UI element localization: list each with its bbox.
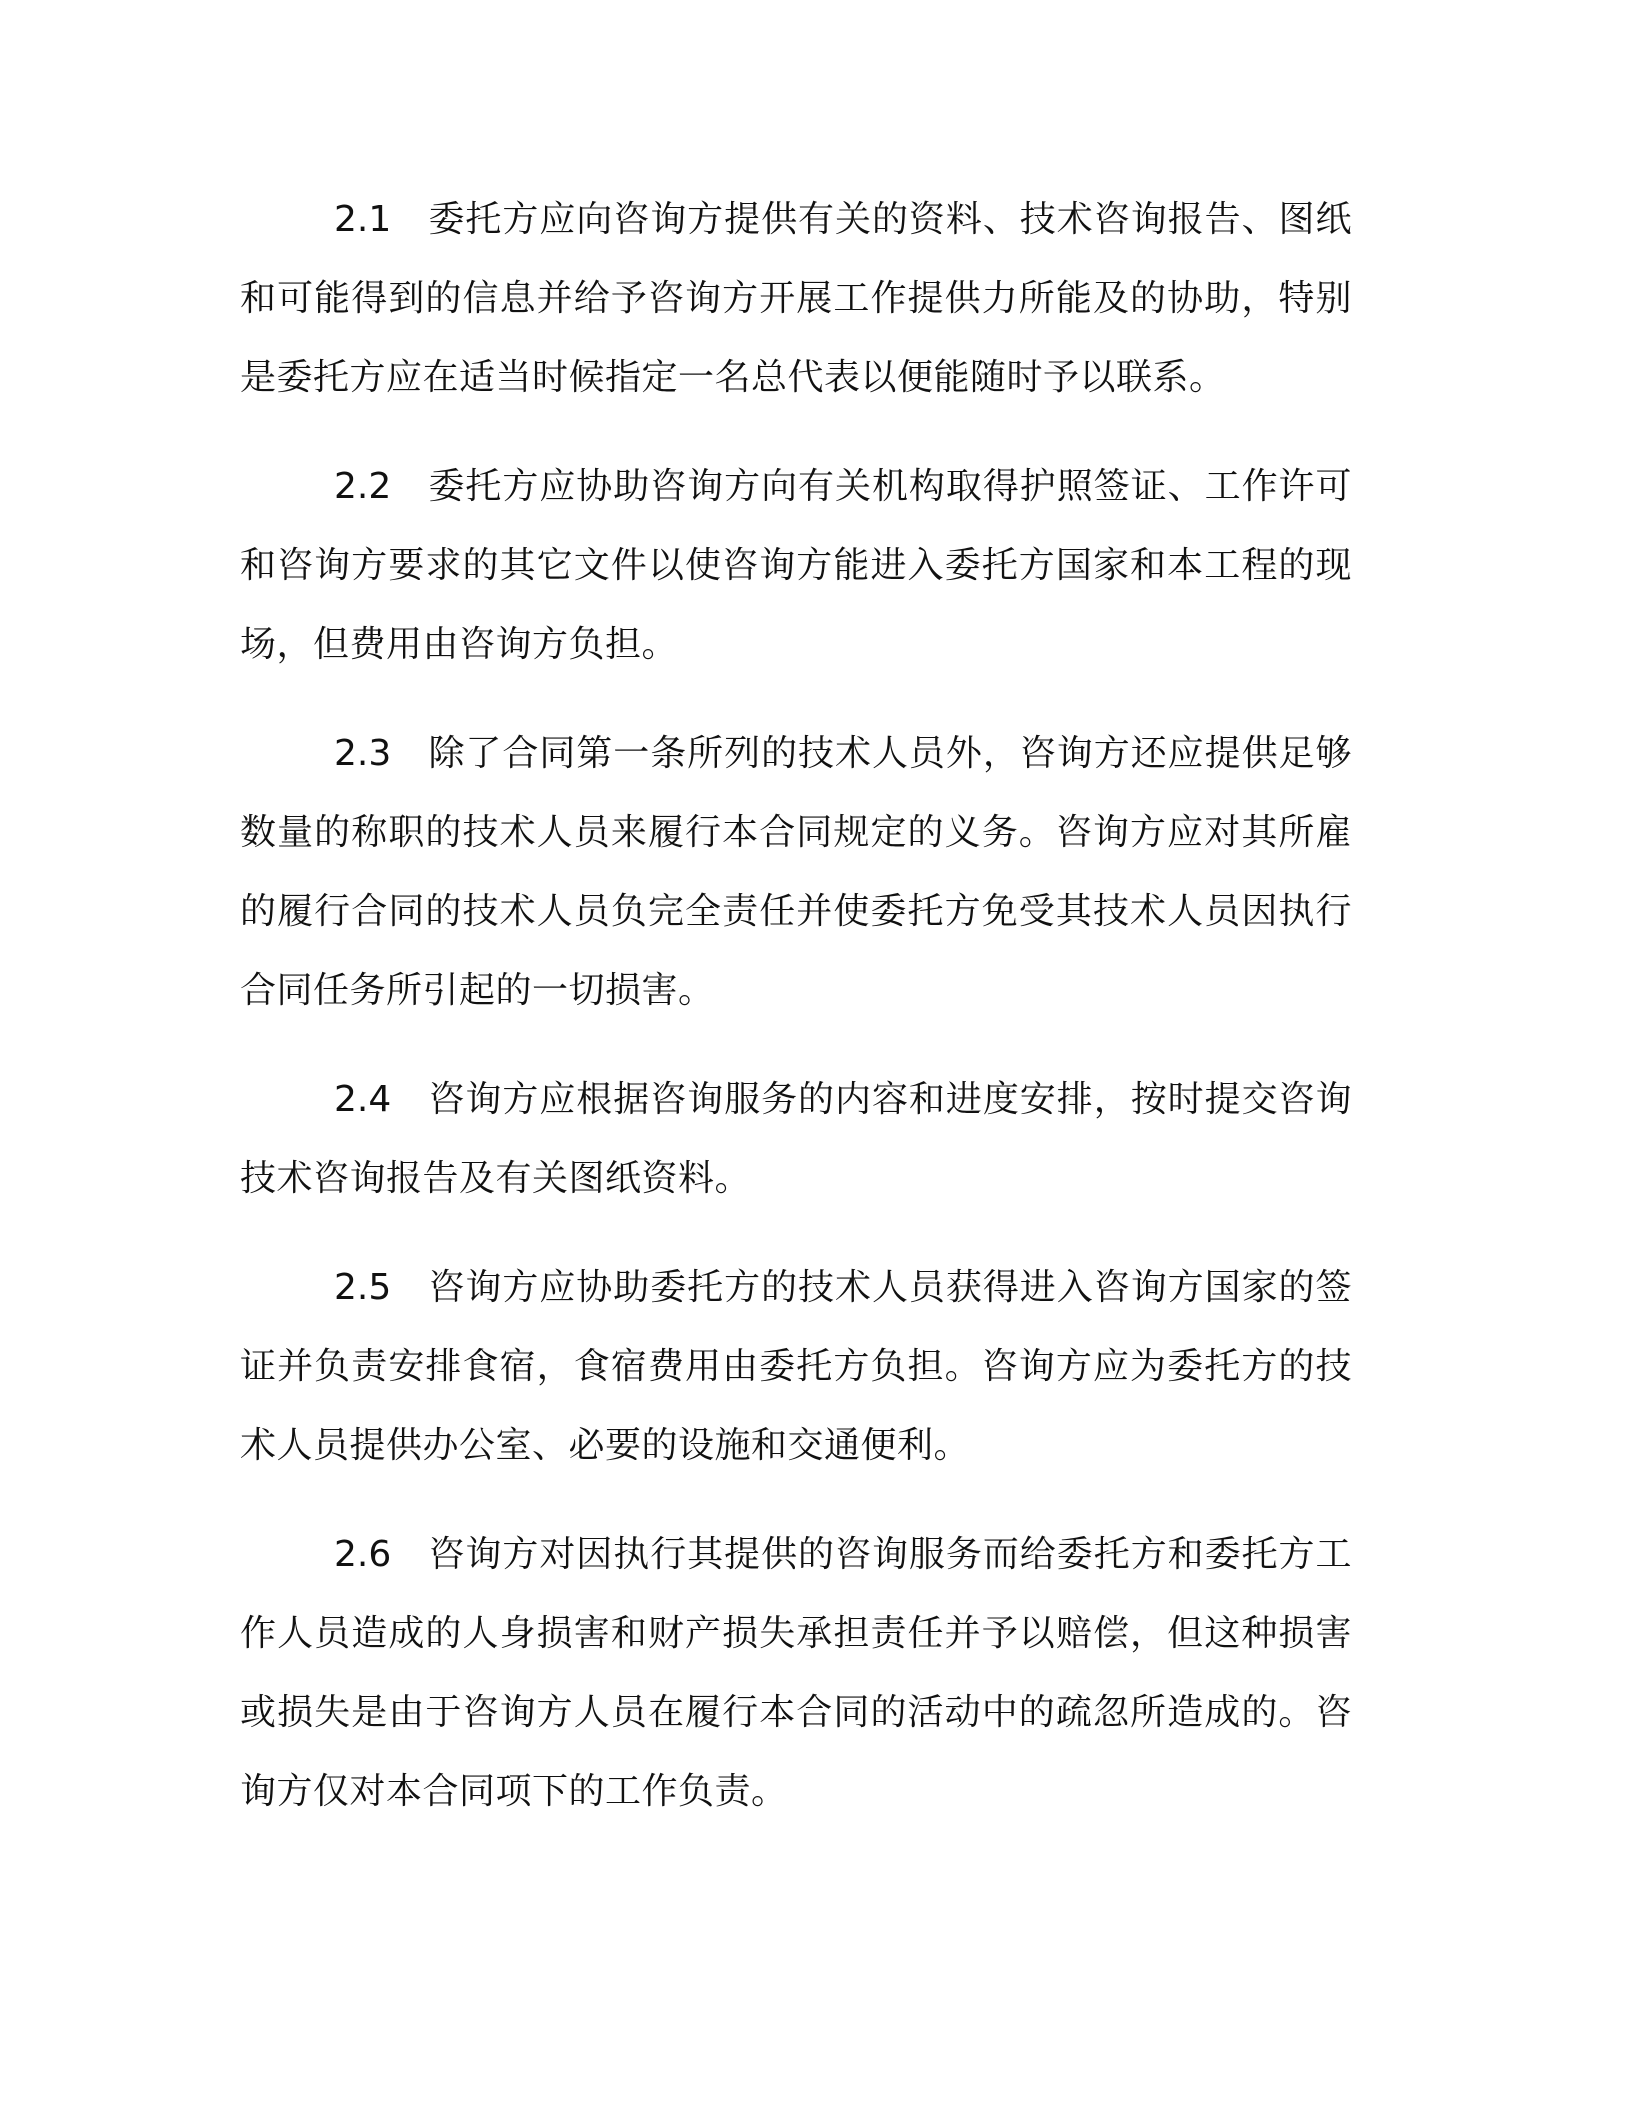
clause-text: 委托方应向咨询方提供有关的资料、技术咨询报告、图纸和可能得到的信息并给予咨询方开展工作提供力所能及的协助，特别是委托方应在适当时候指定一名总代表以便能随时予以联系。	[240, 199, 1352, 398]
clause-2-6	[240, 1515, 1352, 1831]
clause-2-1	[240, 180, 1352, 417]
clause-2-3	[240, 714, 1352, 1030]
clause-number: 2.1	[334, 199, 392, 240]
clause-text: 除了合同第一条所列的技术人员外，咨询方还应提供足够数量的称职的技术人员来履行本合同规定的义务。咨询方应对其所雇的履行合同的技术人员负完全责任并使委托方免受其技术人员因执行合同任务所引起的一切损害。	[240, 733, 1352, 1011]
clause-number: 2.3	[334, 733, 392, 774]
document-body	[240, 180, 1352, 1861]
clause-number: 2.5	[334, 1267, 392, 1308]
clause-number: 2.2	[334, 466, 392, 507]
clause-2-2	[240, 447, 1352, 684]
clause-2-5	[240, 1248, 1352, 1485]
clause-number: 2.6	[334, 1534, 392, 1575]
clause-text: 咨询方应根据咨询服务的内容和进度安排，按时提交咨询技术咨询报告及有关图纸资料。	[240, 1079, 1352, 1199]
clause-2-4	[240, 1060, 1352, 1218]
clause-text: 咨询方对因执行其提供的咨询服务而给委托方和委托方工作人员造成的人身损害和财产损失承担责任并予以赔偿，但这种损害或损失是由于咨询方人员在履行本合同的活动中的疏忽所造成的。咨询方仅对本合同项下的工作负责。	[240, 1534, 1352, 1812]
clause-number: 2.4	[334, 1079, 392, 1120]
clause-text: 咨询方应协助委托方的技术人员获得进入咨询方国家的签证并负责安排食宿，食宿费用由委托方负担。咨询方应为委托方的技术人员提供办公室、必要的设施和交通便利。	[240, 1267, 1352, 1466]
clause-text: 委托方应协助咨询方向有关机构取得护照签证、工作许可和咨询方要求的其它文件以使咨询方能进入委托方国家和本工程的现场，但费用由咨询方负担。	[240, 466, 1352, 665]
